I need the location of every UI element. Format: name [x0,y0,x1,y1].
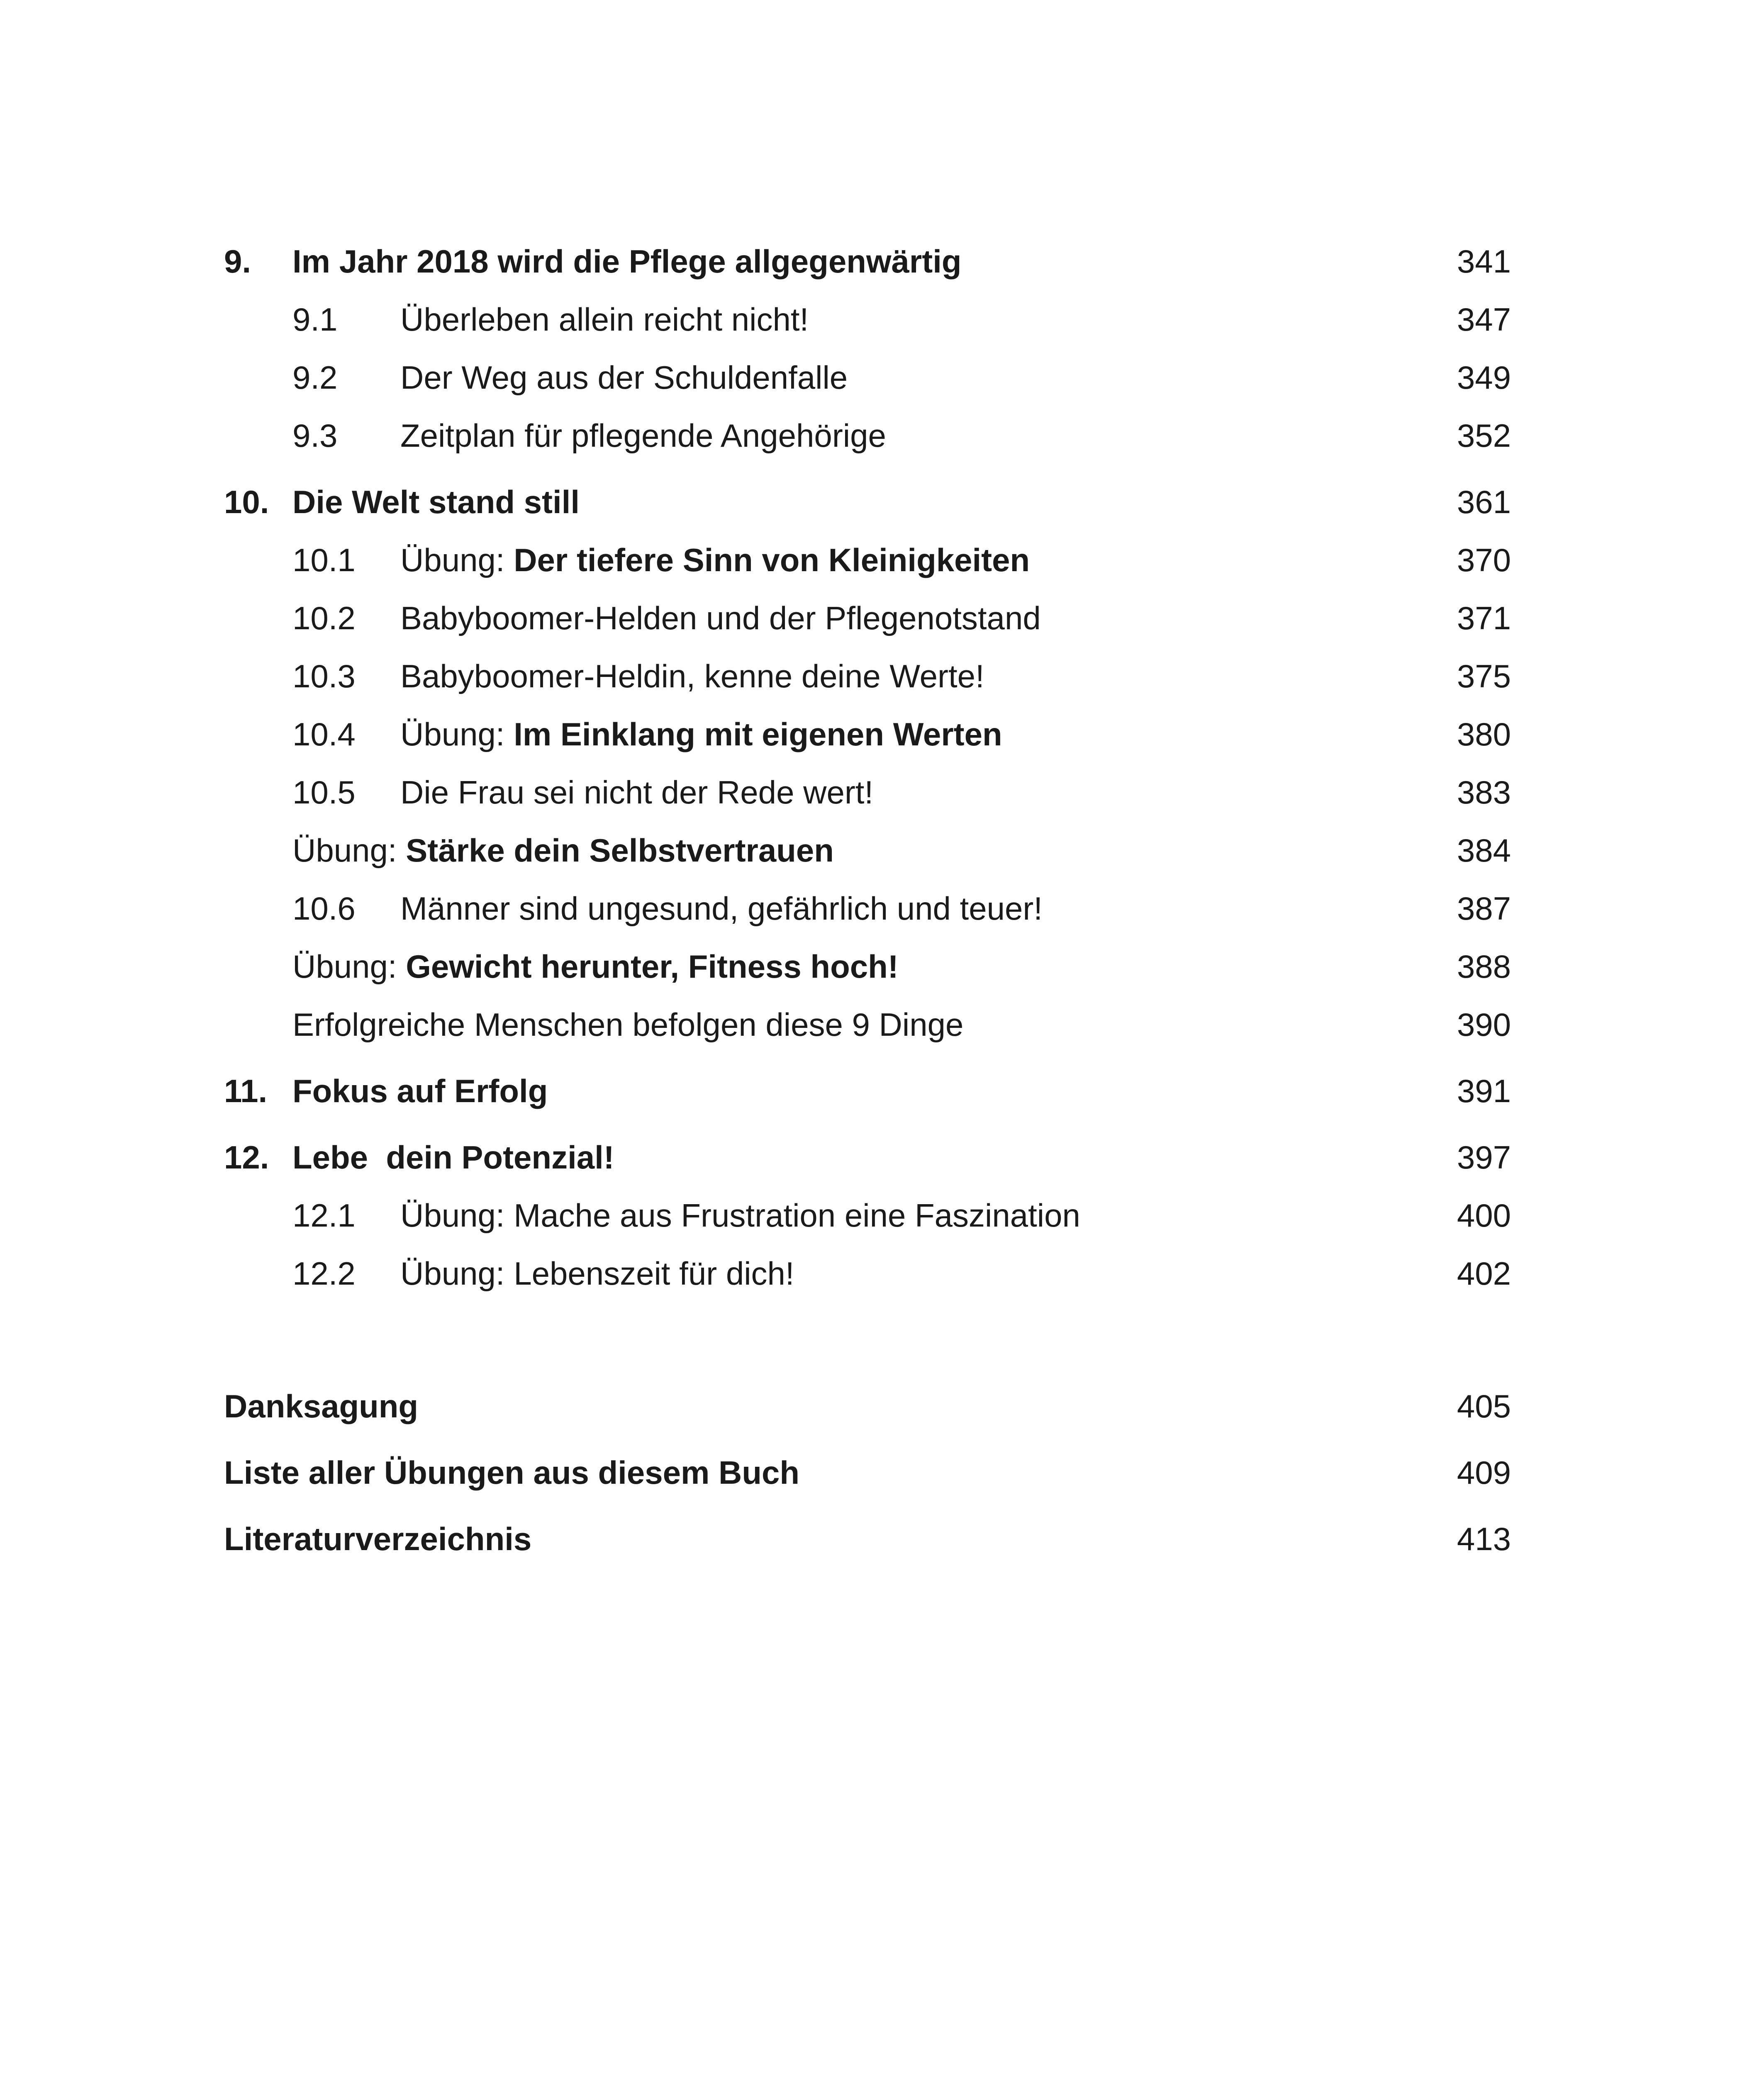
page-number: 402 [1457,1255,1511,1292]
exercise-title: Der tiefere Sinn von Kleinigkeiten [514,542,1030,578]
section-title: Babyboomer-Heldin, kenne deine Werte! [400,658,984,694]
page-number: 380 [1457,716,1511,752]
chapter-number: 10. [224,484,269,520]
toc-section-9-3[interactable] [0,413,1764,458]
exercise-title: Stärke dein Selbstvertrauen [406,832,834,869]
backmatter-title: Literaturverzeichnis [224,1521,532,1557]
section-title: Übung: Lebenszeit für dich! [400,1255,794,1292]
section-title: Männer sind ungesund, gefährlich und teuer! [400,890,1043,927]
section-number: 10.4 [292,716,356,752]
toc-chapter-11[interactable] [0,1068,1764,1114]
section-title: Babyboomer-Helden und der Pflegenotstand [400,600,1041,636]
page-number: 383 [1457,774,1511,811]
exercise-title: Im Einklang mit eigenen Werten [514,716,1002,752]
page-number: 384 [1457,832,1511,869]
page-number: 352 [1457,417,1511,454]
toc-section-9-2[interactable] [0,355,1764,400]
chapter-number: 12. [224,1139,269,1176]
toc-section-10-6[interactable] [0,886,1764,931]
toc-section-10-4[interactable] [0,711,1764,757]
toc-section-9-1[interactable] [0,297,1764,342]
page-number: 341 [1457,243,1511,280]
toc-chapter-9[interactable] [0,239,1764,284]
toc-exercise-selbstvertrauen[interactable] [0,828,1764,873]
toc-section-12-2[interactable] [0,1251,1764,1296]
page-number: 391 [1457,1073,1511,1109]
toc-backmatter-literatur[interactable] [0,1516,1764,1562]
section-number: 10.5 [292,774,356,811]
section-number: 10.3 [292,658,356,694]
toc-section-10-2[interactable] [0,595,1764,641]
page-number: 347 [1457,301,1511,338]
toc-chapter-10[interactable] [0,479,1764,525]
page-number: 390 [1457,1006,1511,1043]
toc-backmatter-uebungen[interactable] [0,1450,1764,1495]
page-number: 370 [1457,542,1511,578]
section-title [400,537,1030,583]
page-number: 413 [1457,1521,1511,1557]
section-number: 10.6 [292,890,356,927]
page-number: 400 [1457,1197,1511,1234]
backmatter-title: Danksagung [224,1388,419,1424]
page-number: 409 [1457,1454,1511,1491]
section-number: 10.1 [292,542,356,578]
page-number: 361 [1457,484,1511,520]
toc-section-10-1[interactable] [0,537,1764,583]
exercise-prefix: Übung: [400,716,505,752]
section-number: 12.2 [292,1255,356,1292]
section-title [400,711,1002,757]
page-number: 375 [1457,658,1511,694]
toc-backmatter-danksagung[interactable] [0,1383,1764,1429]
chapter-title: Im Jahr 2018 wird die Pflege allgegenwärtig [292,243,962,280]
page-number: 349 [1457,359,1511,396]
chapter-title: Fokus auf Erfolg [292,1073,548,1109]
toc-section-10-3[interactable] [0,653,1764,699]
section-title: Der Weg aus der Schuldenfalle [400,359,848,396]
section-title: Erfolgreiche Menschen befolgen diese 9 Dinge [292,1006,964,1043]
chapter-number: 9. [224,243,251,280]
section-title: Die Frau sei nicht der Rede wert! [400,774,874,811]
toc-exercise-fitness[interactable] [0,944,1764,989]
chapter-title: Die Welt stand still [292,484,580,520]
toc-section-10-5[interactable] [0,769,1764,815]
page-number: 388 [1457,948,1511,985]
section-title [292,828,834,873]
page-number: 387 [1457,890,1511,927]
backmatter-title: Liste aller Übungen aus diesem Buch [224,1454,800,1491]
exercise-prefix: Übung: [400,542,505,578]
section-number: 9.3 [292,417,338,454]
page-number: 405 [1457,1388,1511,1424]
section-title: Überleben allein reicht nicht! [400,301,809,338]
section-number: 12.1 [292,1197,356,1234]
section-title: Zeitplan für pflegende Angehörige [400,417,886,454]
section-title [292,944,899,989]
section-number: 9.1 [292,301,338,338]
section-number: 10.2 [292,600,356,636]
toc-entry-erfolgreiche-menschen[interactable] [0,1002,1764,1047]
exercise-prefix: Übung: [292,948,397,985]
page-number: 397 [1457,1139,1511,1176]
section-title: Übung: Mache aus Frustration eine Faszination [400,1197,1080,1234]
exercise-title: Gewicht herunter, Fitness hoch! [406,948,899,985]
toc-chapter-12[interactable] [0,1134,1764,1180]
chapter-title: Lebe dein Potenzial! [292,1139,614,1176]
chapter-number: 11. [224,1073,268,1109]
toc-section-12-1[interactable] [0,1193,1764,1238]
exercise-prefix: Übung: [292,832,397,869]
section-number: 9.2 [292,359,338,396]
page-number: 371 [1457,600,1511,636]
